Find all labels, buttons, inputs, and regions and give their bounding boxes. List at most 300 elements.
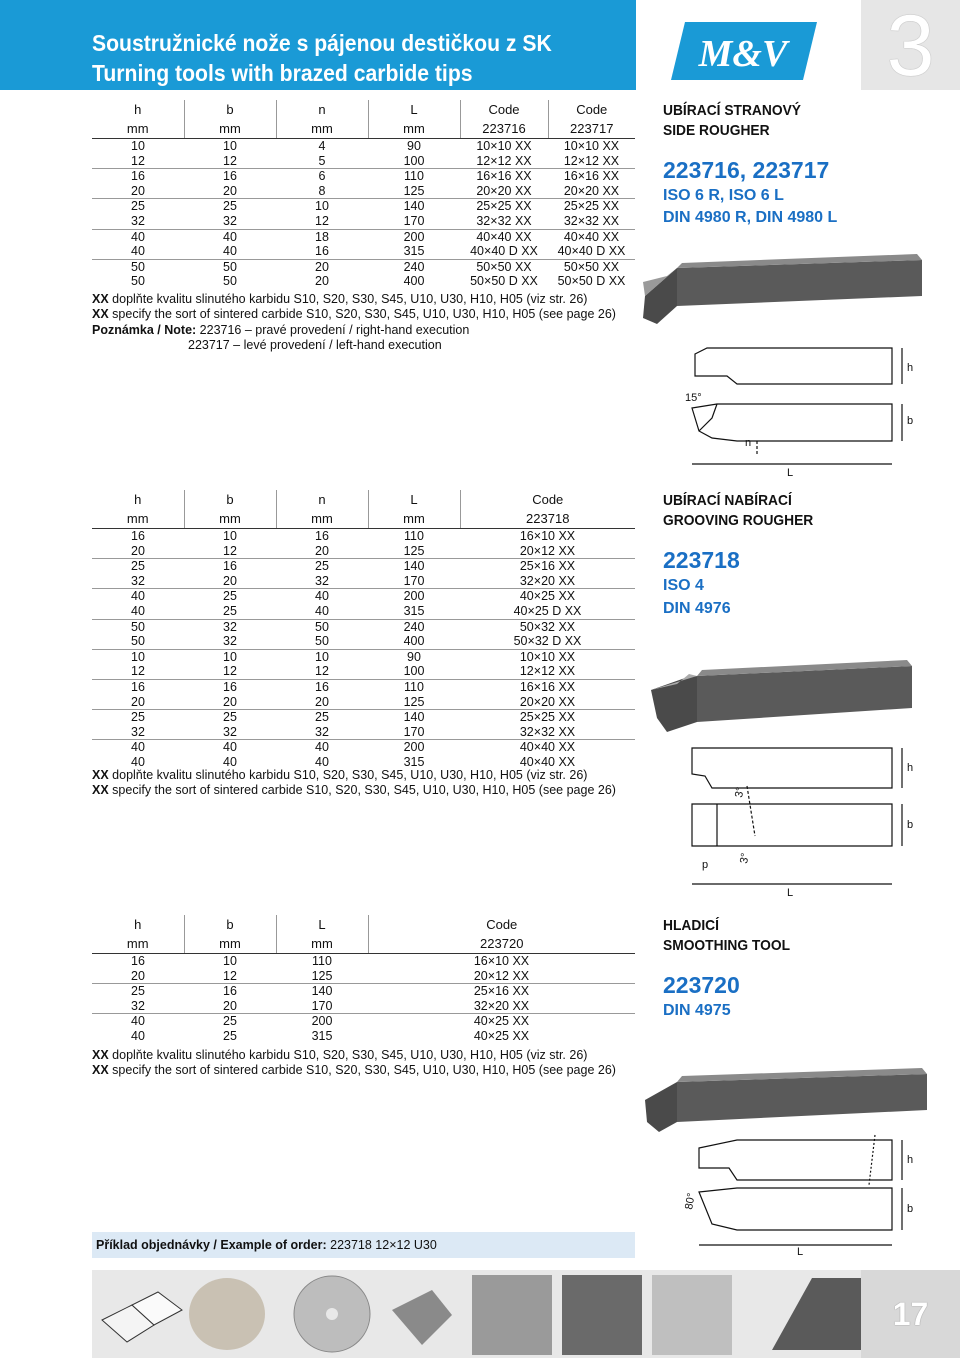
table-row [92, 184, 635, 199]
table-cell: 40 [184, 229, 276, 244]
table-cell: 16×16 XX [548, 169, 635, 184]
table-cell: 100 [403, 664, 425, 679]
remark: Poznámka / Note: 223716 – pravé provedení / right-hand execution [92, 323, 470, 337]
table-cell: 40 [131, 1028, 145, 1043]
table-cell: 40×25 XX [460, 589, 635, 604]
table-cell: 16 [92, 679, 184, 694]
tool-render [643, 254, 922, 324]
table-row [92, 954, 635, 969]
order-value: 223718 12×12 U30 [330, 1238, 437, 1252]
title-en: Turning tools with brazed carbide tips [92, 60, 473, 86]
dim-L: L [787, 467, 794, 479]
unit: mm [184, 509, 276, 529]
title-en: GROOVING ROUGHER [663, 512, 814, 529]
table-cell: 40 [92, 589, 184, 604]
table-cell: 4 [318, 139, 326, 153]
table-cell: 125 [403, 183, 425, 198]
table-cell: 32 [223, 213, 237, 228]
dim-L: L [787, 887, 794, 899]
table-row [92, 259, 635, 274]
table-cell: 40 [223, 244, 237, 259]
table-cell: 16 [131, 529, 145, 543]
table-side-rougher [92, 100, 635, 289]
table-cell: 50 [276, 619, 368, 634]
table-cell: 32×20 XX [473, 998, 530, 1013]
table-cell: 400 [403, 274, 425, 289]
table-row [92, 725, 635, 740]
table-cell: 12 [131, 664, 145, 679]
table-row [92, 619, 635, 634]
table-cell: 40 [315, 754, 329, 769]
table-cell: 90 [368, 649, 460, 664]
order-label: Příklad objednávky / Example of order: [96, 1238, 327, 1252]
table-cell: 40 [131, 244, 145, 259]
table-cell: 50 [131, 274, 145, 289]
table-cell: 100 [403, 153, 425, 168]
table-cell: 170 [311, 998, 333, 1013]
unit: mm [276, 119, 368, 139]
product-code: 223718 [663, 547, 740, 573]
table-cell: 40×25 XX [368, 1014, 635, 1029]
table-cell: 32×32 XX [563, 213, 620, 228]
table-cell: 12×12 XX [563, 153, 620, 168]
table-cell: 170 [403, 724, 425, 739]
table-row [92, 589, 635, 604]
remark-2: 223717 – levé provedení / left-hand execution [188, 338, 442, 352]
table-cell: 32 [131, 998, 145, 1013]
col-code: Code [460, 100, 548, 119]
table-cell: 16 [315, 244, 329, 259]
table-cell: 50×50 D XX [470, 274, 538, 289]
table-cell: 20 [223, 694, 237, 709]
standard-din: DIN 4980 R, DIN 4980 L [663, 209, 838, 226]
table-body [92, 529, 635, 770]
col-L: L [368, 490, 460, 509]
note-cz: XX doplňte kvalitu slinutého karbidu S10, S20, S30, S45, U10, U30, H10, H05 (viz str. 26) [92, 292, 588, 306]
col-n: n [276, 490, 368, 509]
table-cell: 10×10 XX [460, 649, 635, 664]
col-n: n [276, 100, 368, 119]
dim-L: L [797, 1246, 804, 1258]
table-row [92, 710, 635, 725]
table-cell: 20×20 XX [563, 183, 620, 198]
table-cell: 20×20 XX [519, 694, 576, 709]
table-body [92, 954, 635, 1044]
logo-mark [637, 0, 861, 90]
table-cell: 32 [131, 573, 145, 588]
table-cell: 16 [184, 984, 276, 999]
table-cell: 12 [315, 213, 329, 228]
code-number: 223717 [548, 119, 635, 139]
table-cell: 32 [131, 724, 145, 739]
table-cell: 18 [276, 229, 368, 244]
table-cell: 25 [223, 1028, 237, 1043]
table-cell: 16 [92, 169, 184, 184]
table-grooving-rougher [92, 490, 635, 770]
table-cell: 32 [315, 573, 329, 588]
dim-n: n [745, 437, 752, 449]
table-cell: 16×10 XX [473, 954, 530, 968]
col-b: b [184, 915, 276, 934]
title-cz: HLADICÍ [663, 917, 719, 934]
table-cell: 20 [131, 183, 145, 198]
col-code: Code [486, 917, 518, 932]
logo-text: M&V [698, 33, 788, 75]
table-cell: 40×40 D XX [557, 244, 626, 259]
code-number: 223716 [460, 119, 548, 139]
table-cell: 40×40 XX [460, 740, 635, 755]
table-cell: 32×32 XX [519, 724, 576, 739]
table-cell: 110 [312, 954, 332, 968]
table-cell: 40×25 D XX [513, 603, 582, 618]
table-cell: 315 [403, 244, 425, 259]
table-cell: 40×40 D XX [470, 244, 538, 259]
title-cz: Soustružnické nože s pájenou destičkou z SK [92, 30, 552, 56]
table-cell: 32 [184, 619, 276, 634]
table-header-row [92, 490, 635, 509]
table-cell: 10 [223, 529, 237, 543]
dim-angle: 3° [738, 852, 752, 865]
table-row [92, 139, 635, 154]
tool-drawing-side-rougher [637, 236, 960, 486]
table-cell: 50 [92, 259, 184, 274]
table-row [92, 649, 635, 664]
table-cell: 12 [223, 153, 237, 168]
table-cell: 50 [184, 259, 276, 274]
table-cell: 16 [184, 169, 276, 184]
table-cell: 20 [131, 968, 145, 983]
table-cell: 32 [131, 213, 145, 228]
shank-icon [652, 1275, 732, 1355]
table-cell: 140 [368, 710, 460, 725]
table-cell: 50 [315, 634, 329, 649]
col-L: L [276, 915, 368, 934]
table-cell: 125 [403, 543, 425, 558]
table-smoothing-tool [92, 915, 635, 1044]
table-row [92, 244, 635, 259]
table-cell: 315 [403, 603, 425, 618]
table-cell: 8 [318, 183, 326, 198]
table-cell: 12 [315, 664, 329, 679]
table-cell: 110 [404, 529, 424, 543]
table-cell: 50×32 D XX [513, 634, 582, 649]
table-cell: 140 [368, 199, 460, 214]
table-cell: 125 [403, 694, 425, 709]
table-cell: 40×40 XX [460, 229, 548, 244]
unit: mm [368, 119, 460, 139]
table-cell: 16 [131, 954, 145, 968]
table-cell: 16 [315, 529, 329, 543]
table-cell: 50 [223, 274, 237, 289]
table-units-row [92, 934, 635, 954]
note-cz: XX doplňte kvalitu slinutého karbidu S10, S20, S30, S45, U10, U30, H10, H05 (viz str. 26) [92, 1048, 588, 1062]
table-cell: 32 [223, 634, 237, 649]
title-cz: UBÍRACÍ STRANOVÝ [663, 102, 802, 119]
table-cell: 20 [131, 543, 145, 558]
chapter-number: 3 [886, 0, 935, 94]
table-row [92, 529, 635, 544]
table-cell: 12×12 XX [519, 664, 576, 679]
table-cell: 20 [223, 573, 237, 588]
unit: mm [184, 934, 276, 954]
dim-angle: 80° [683, 1192, 698, 1211]
tool-render [645, 1068, 927, 1132]
title-en: SIDE ROUGHER [663, 122, 770, 139]
table-cell: 25 [92, 199, 184, 214]
table-cell: 110 [368, 169, 460, 184]
table-cell: 40 [92, 229, 184, 244]
table-cell: 25 [184, 199, 276, 214]
table-cell: 200 [368, 589, 460, 604]
standard-din: DIN 4976 [663, 600, 731, 617]
table-row [92, 274, 635, 289]
table-row [92, 999, 635, 1014]
table-header-row [92, 915, 635, 934]
table-units-row [92, 119, 635, 139]
table-cell: 20 [315, 694, 329, 709]
table-cell: 25 [92, 710, 184, 725]
table-cell: 25 [92, 984, 184, 999]
table-cell: 40×25 XX [473, 1028, 530, 1043]
table-units-row [92, 509, 635, 529]
unit: mm [276, 509, 368, 529]
technical-drawing [699, 1135, 902, 1245]
table-cell: 10 [223, 139, 237, 153]
table-cell: 32 [223, 724, 237, 739]
table-row [92, 199, 635, 214]
table-row [92, 969, 635, 984]
insert-icon [562, 1275, 642, 1355]
table-cell: 16×16 XX [460, 169, 548, 184]
order-example [92, 1232, 635, 1258]
code-number: 223720 [368, 934, 635, 954]
table-cell: 40 [276, 589, 368, 604]
table-cell: 90 [407, 139, 421, 153]
table-cell: 32×20 XX [519, 573, 576, 588]
table-cell: 20×20 XX [476, 183, 532, 198]
table-cell: 50×50 XX [460, 259, 548, 274]
dim-b: b [907, 819, 914, 831]
col-code: Code [532, 492, 564, 507]
standard-iso: ISO 4 [663, 577, 704, 594]
table-cell: 40×40 XX [519, 754, 576, 769]
table-cell: 6 [276, 169, 368, 184]
table-cell: 25×25 XX [460, 710, 635, 725]
table-cell: 16 [184, 559, 276, 574]
table-row [92, 984, 635, 999]
table-cell: 110 [368, 679, 460, 694]
table-cell: 40×40 XX [548, 229, 635, 244]
dim-b: b [907, 415, 914, 427]
table-cell: 16 [276, 679, 368, 694]
dim-h: h [907, 762, 914, 774]
table-cell: 10×10 XX [563, 139, 620, 153]
tool-bar-icon [772, 1278, 861, 1350]
col-b: b [184, 100, 276, 119]
table-cell: 140 [368, 559, 460, 574]
table-cell: 40 [223, 754, 237, 769]
table-row [92, 1014, 635, 1029]
table-cell: 20 [223, 183, 237, 198]
title-en: SMOOTHING TOOL [663, 937, 791, 954]
unit: mm [368, 509, 460, 529]
table-cell: 20 [223, 998, 237, 1013]
table-cell: 40 [131, 603, 145, 618]
table-cell: 25 [276, 559, 368, 574]
table-cell: 20 [276, 259, 368, 274]
table-cell: 170 [403, 573, 425, 588]
table-cell: 10 [276, 199, 368, 214]
code-number: 223718 [460, 509, 635, 529]
table-cell: 25×25 XX [460, 199, 548, 214]
table-cell: 50×50 XX [548, 259, 635, 274]
table-cell: 10 [92, 649, 184, 664]
table-cell: 20 [131, 694, 145, 709]
table-cell: 20×12 XX [519, 543, 576, 558]
unit: mm [92, 509, 184, 529]
table-cell: 125 [311, 968, 333, 983]
col-h: h [92, 915, 184, 934]
table-cell: 20 [315, 274, 329, 289]
table-cell: 25 [184, 589, 276, 604]
table-row [92, 604, 635, 619]
table-cell: 25 [184, 1014, 276, 1029]
table-cell: 16×16 XX [460, 679, 635, 694]
unit: mm [92, 119, 184, 139]
section-title [663, 491, 813, 531]
table-cell: 240 [368, 259, 460, 274]
table-cell: 5 [318, 153, 326, 168]
note-en: XX specify the sort of sintered carbide S10, S20, S30, S45, U10, U30, H10, H05 (see page 26) [92, 783, 616, 797]
table-cell: 10 [131, 139, 145, 153]
table-cell: 25 [184, 710, 276, 725]
table-cell: 25×16 XX [368, 984, 635, 999]
table-row [92, 679, 635, 694]
tool-tip-icon [472, 1275, 552, 1355]
section-title [663, 916, 790, 956]
page-title [92, 28, 552, 88]
table-cell: 12×12 XX [476, 153, 532, 168]
table-row [92, 664, 635, 679]
table-row [92, 169, 635, 184]
table-cell: 50 [131, 634, 145, 649]
table-cell: 40 [184, 740, 276, 755]
technical-drawing [692, 348, 902, 464]
section-title [663, 101, 801, 141]
tool-drawing-grooving-rougher [637, 636, 960, 900]
title-cz: UBÍRACÍ NABÍRACÍ [663, 492, 792, 509]
drill-tip-icon [392, 1290, 452, 1345]
col-h: h [92, 490, 184, 509]
table-cell: 25 [223, 603, 237, 618]
table-row [92, 695, 635, 710]
table-cell: 25×25 XX [548, 199, 635, 214]
table-row [92, 1029, 635, 1044]
table-cell: 12 [131, 153, 145, 168]
table-cell: 16×10 XX [519, 529, 576, 543]
table-cell: 12 [223, 968, 237, 983]
standard-din: DIN 4975 [663, 1002, 731, 1019]
table-cell: 32 [315, 724, 329, 739]
dim-h: h [907, 1154, 914, 1166]
unit: mm [276, 934, 368, 954]
dim-p: p [702, 859, 709, 871]
standard-iso: ISO 6 R, ISO 6 L [663, 187, 784, 204]
footer-product-icons [92, 1270, 861, 1358]
table-cell: 20 [315, 543, 329, 558]
col-h: h [92, 100, 184, 119]
table-cell: 10×10 XX [476, 139, 532, 153]
table-cell: 315 [403, 754, 425, 769]
table-cell: 10 [276, 649, 368, 664]
page-number: 17 [861, 1270, 960, 1358]
book-icon [102, 1292, 182, 1342]
table-row [92, 229, 635, 244]
table-cell: 50 [92, 619, 184, 634]
tool-drawing-smoothing [637, 1040, 960, 1258]
table-cell: 40 [276, 740, 368, 755]
table-row [92, 559, 635, 574]
dim-h: h [907, 362, 914, 374]
table-cell: 32×32 XX [476, 213, 532, 228]
table-cell: 10 [184, 649, 276, 664]
table-row [92, 740, 635, 755]
tool-render [651, 660, 912, 732]
note-en: XX specify the sort of sintered carbide S10, S20, S30, S45, U10, U30, H10, H05 (see page 26) [92, 1063, 616, 1077]
saw-hole-icon [326, 1308, 338, 1320]
grinding-wheel-icon [189, 1278, 265, 1350]
table-header-row [92, 100, 635, 119]
table-cell: 240 [368, 619, 460, 634]
table-cell: 50×50 D XX [557, 274, 626, 289]
table-body [92, 139, 635, 289]
col-code: Code [576, 102, 608, 117]
note-en: XX specify the sort of sintered carbide S10, S20, S30, S45, U10, U30, H10, H05 (see page 26) [92, 307, 616, 321]
technical-drawing [692, 748, 902, 884]
table-cell: 25×16 XX [460, 559, 635, 574]
product-code: 223720 [663, 972, 740, 998]
table-cell: 40 [315, 603, 329, 618]
dim-angle: 15° [685, 392, 702, 404]
unit: mm [92, 934, 184, 954]
table-cell: 20×12 XX [473, 968, 530, 983]
table-row [92, 154, 635, 169]
table-cell: 12 [223, 543, 237, 558]
dim-angle: 3° [733, 786, 747, 799]
table-cell: 16 [184, 679, 276, 694]
table-cell: 10 [223, 954, 237, 968]
table-row [92, 634, 635, 649]
table-cell: 12 [223, 664, 237, 679]
logo [637, 0, 861, 90]
table-cell: 40 [92, 1014, 184, 1029]
table-cell: 200 [368, 740, 460, 755]
col-L: L [368, 100, 460, 119]
table-cell: 315 [311, 1028, 333, 1043]
table-cell: 25 [276, 710, 368, 725]
table-cell: 40 [131, 754, 145, 769]
table-cell: 200 [368, 229, 460, 244]
table-cell: 25 [92, 559, 184, 574]
table-cell: 50×32 XX [460, 619, 635, 634]
footer-image-strip [92, 1270, 861, 1358]
col-b: b [184, 490, 276, 509]
note-cz: XX doplňte kvalitu slinutého karbidu S10, S20, S30, S45, U10, U30, H10, H05 (viz str. 26) [92, 768, 588, 782]
table-cell: 40 [92, 740, 184, 755]
table-row [92, 544, 635, 559]
dim-b: b [907, 1203, 914, 1215]
table-row [92, 574, 635, 589]
